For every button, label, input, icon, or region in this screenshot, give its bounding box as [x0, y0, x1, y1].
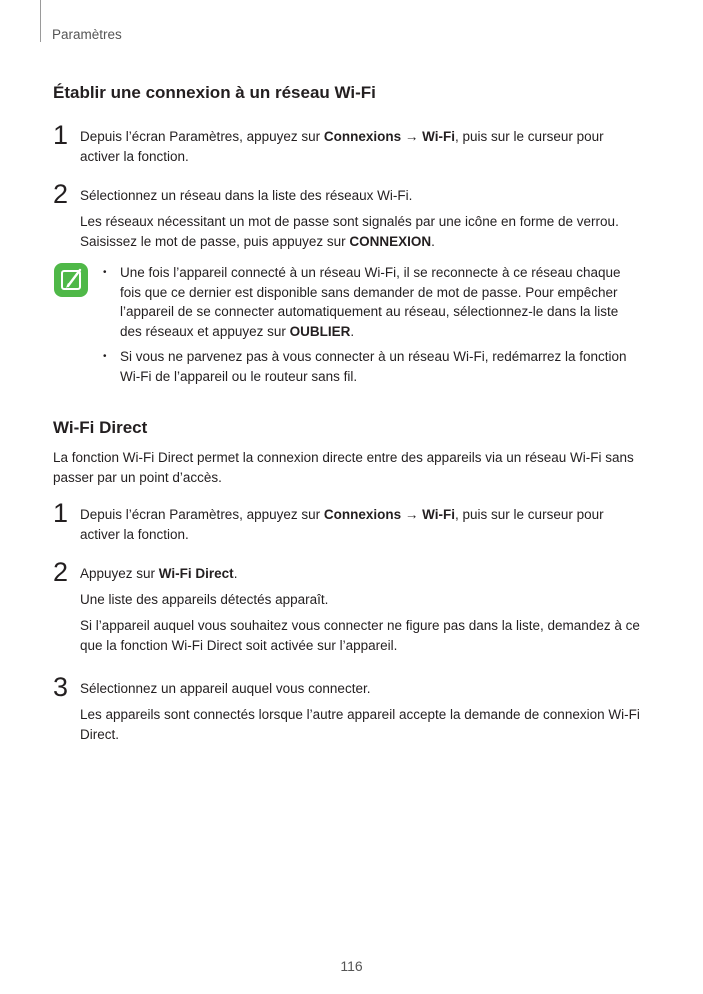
step-number: 2 [53, 179, 69, 209]
step-number: 3 [53, 672, 69, 702]
step-text: Depuis l’écran Paramètres, appuyez sur Connexions → Wi-Fi, puis sur le curseur pour activer la fonction. [80, 507, 604, 542]
button-label-oublier: OUBLIER [289, 323, 351, 339]
section-heading-wifi: Établir une connexion à un réseau Wi-Fi [53, 83, 376, 102]
running-header: Paramètres [52, 27, 122, 42]
bullet-icon: • [103, 267, 107, 278]
step-text: Sélectionnez un réseau dans la liste des réseaux Wi-Fi. Les réseaux nécessitant un mot de passe sont signalés par une icône en forme de verrou. Saisissez le mot de passe, puis appuyez sur CONNEXION. [80, 188, 619, 249]
button-label-connexion: CONNEXION [349, 234, 432, 249]
note-pencil-icon [54, 263, 88, 297]
menu-path-wifi: Wi-Fi [422, 129, 456, 144]
menu-path-wifi: Wi-Fi [422, 507, 456, 522]
menu-label-wifi-direct: Wi-Fi Direct [158, 566, 234, 581]
bullet-icon: • [103, 351, 107, 362]
step-number: 1 [53, 498, 69, 528]
note-list [103, 263, 643, 392]
section-heading-wifi-direct: Wi-Fi Direct [53, 418, 148, 437]
menu-path-connexions: Connexions [323, 507, 402, 522]
step-text: Depuis l’écran Paramètres, appuyez sur Connexions → Wi-Fi, puis sur le curseur pour activer la fonction. [80, 129, 604, 164]
note-item: • Si vous ne parvenez pas à vous connecter à un réseau Wi-Fi, redémarrez la fonction Wi-Fi de l’appareil ou le routeur sans fil. [103, 349, 627, 384]
menu-path-connexions: Connexions [323, 129, 402, 144]
note-item: • Une fois l’appareil connecté à un réseau Wi-Fi, il se reconnecte à ce réseau chaque fois que ce dernier est disponible sans demander de mot de passe. Pour empêcher l’appareil de se connecter automatiquement au réseau, sélectionnez-le dans la liste des réseaux et appuyez sur OUBLIER. [103, 265, 621, 339]
step-number: 2 [53, 557, 69, 587]
page-number: 116 [340, 958, 363, 974]
header-divider [40, 0, 41, 42]
step-number: 1 [53, 120, 69, 150]
step-text: Sélectionnez un appareil auquel vous connecter. Les appareils sont connectés lorsque l’autre appareil accepte la demande de connexion Wi-Fi Direct. [80, 681, 640, 742]
step-text: Appuyez sur Wi-Fi Direct. Une liste des appareils détectés apparaît. Si l’appareil auquel vous souhaitez vous connecter ne figure pas dans la liste, demandez à ce que la fonction Wi-Fi Direct soit activée sur l’appareil. [80, 566, 640, 653]
section-intro: La fonction Wi-Fi Direct permet la connexion directe entre des appareils via un réseau Wi-Fi sans passer par un point d’accès. [53, 450, 634, 485]
